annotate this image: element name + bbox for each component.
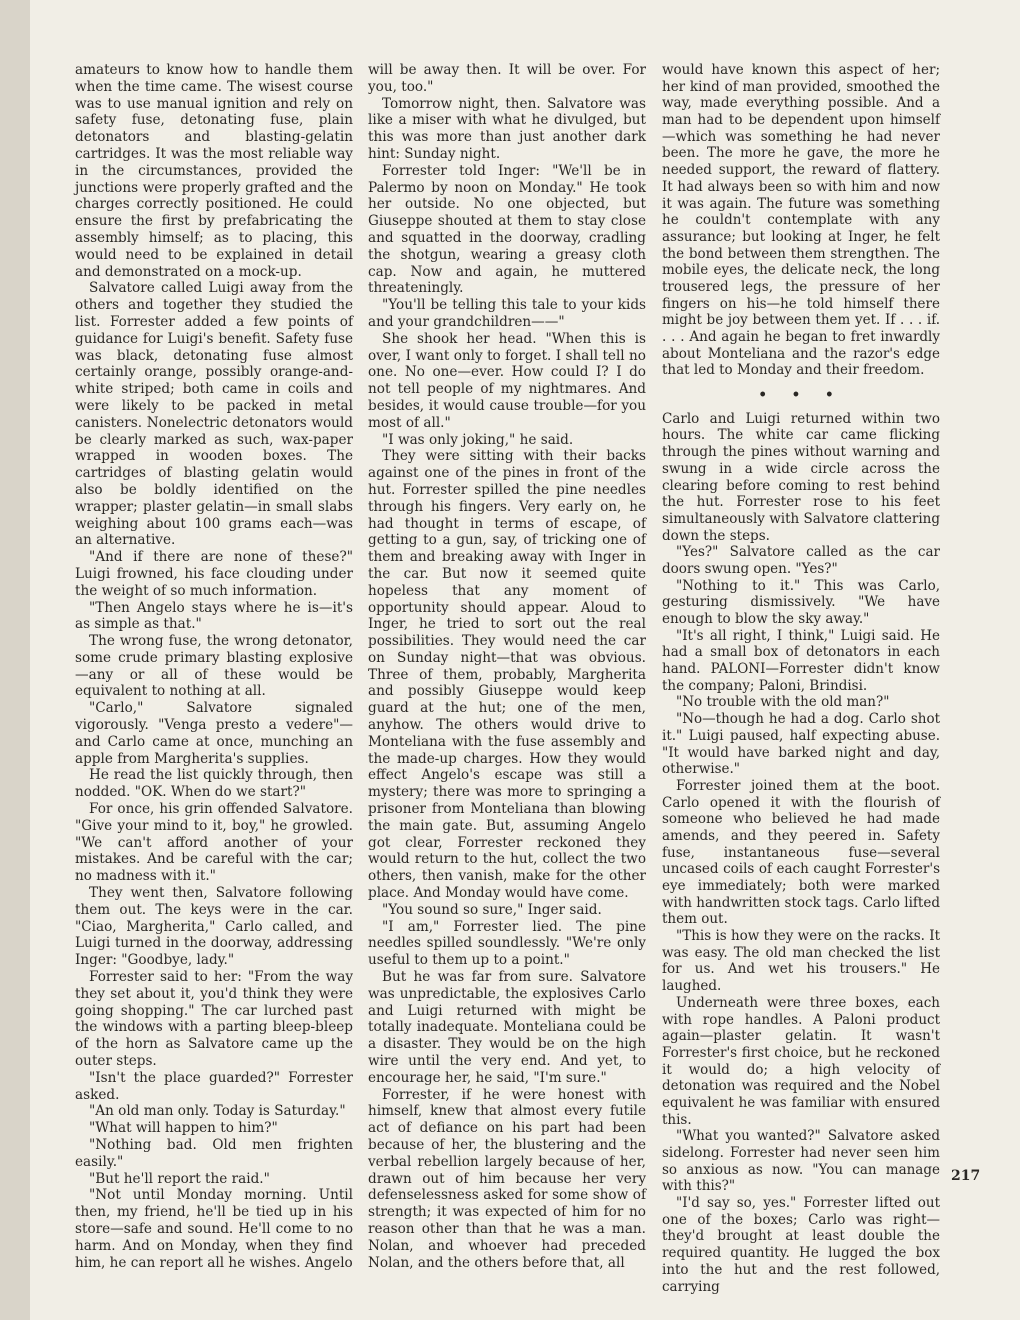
page-gutter-shadow [0,0,30,1320]
paragraph: They were sitting with their backs against one of the pines in front of the hut. Forrester spilled the pine needles through his fingers. Very early on, he had thought in terms of escape, of getting to a gun, say, of tricking one of them and breaking away with Inger in the car. But now it seemed quite hopeless that any moment of opportunity should appear. Aloud to Inger, he tried to sort out the real possibilities. They would need the car on Sunday night—that was obvious. Three of them, probably, Margherita and possibly Giuseppe would keep guard at the hut; one of the men, anyhow. The others would drive to Monteliana with the fuse assembly and the made-up charges. How they would effect Angelo's escape was still a mystery; there was more to springing a prisoner from Monteliana than blowing the main gate. But, assuming Angelo got clear, Forrester reckoned they would return to the hut, collect the two others, then vanish, make for the other place. And Monday would have come. [368,448,646,902]
paragraph: "Nothing bad. Old men frighten easily." [75,1137,353,1170]
paragraph: For once, his grin offended Salvatore. "Give your mind to it, boy," he growled. "We can't afford another of your mistakes. And be careful with the car; no madness with it." [75,801,353,885]
paragraph: "You'll be telling this tale to your kids and your grandchildren——" [368,297,646,330]
paragraph: "Then Angelo stays where he is—it's as simple as that." [75,599,353,633]
paragraph: "Not until Monday morning. Until then, my friend, he'll be tied up in his store—safe and sound. He'll come to no harm. And on Monday, when they find him, he can report all he wishes. Angelo [75,1187,353,1271]
paragraph: "This is how they were on the racks. It was easy. The old man checked the list for us. And wet his trousers." He laughed. [662,928,940,995]
paragraph: "And if there are none of these?" Luigi frowned, his face clouding under the weight of so much information. [75,549,353,599]
paragraph: "I'd say so, yes." Forrester lifted out one of the boxes; Carlo was right—they'd brought at least double the required quantity. He lugged the box into the hut and the rest followed, carrying [662,1195,940,1295]
paragraph: The wrong fuse, the wrong detonator, some crude primary blasting explosive—any or all of these would be equivalent to nothing at all. [75,633,353,700]
paragraph: "But he'll report the raid." [89,1170,270,1187]
paragraph: "No trouble with the old man?" [676,694,890,711]
paragraph: Underneath were three boxes, each with rope handles. A Paloni product again—plaster gelatin. It wasn't Forrester's first choice, but he reckoned it would do; a high velocity of detonation was required and the Nobel equivalent he was familiar with ensured this. [662,994,940,1128]
paragraph: They went then, Salvatore following them out. The keys were in the car. "Ciao, Margherita," Carlo called, and Luigi turned in the doorway, addressing Inger: "Goodbye, lady." [75,885,353,969]
paragraph: Forrester said to her: "From the way they set about it, you'd think they were going shopping." The car lurched past the windows with a parting bleep-bleep of the horn as Salvatore came up the outer steps. [75,969,353,1070]
paragraph: She shook her head. "When this is over, I want only to forget. I shall tell no one. No one—ever. How could I? I do not tell people of my nightmares. And besides, it would cause trouble—for you most of all." [368,330,646,431]
paragraph: Tomorrow night, then. Salvatore was like a miser with what he divulged, but this was more than just another dark hint: Sunday night. [368,95,646,162]
text-column-1 [75,62,353,1271]
paragraph: "You sound so sure," Inger said. [382,901,602,918]
paragraph: will be away then. It will be over. For you, too." [368,62,646,95]
paragraph: "Isn't the place guarded?" Forrester asked. [75,1069,353,1103]
text-column-2 [368,62,646,1271]
paragraph: Forrester told Inger: "We'll be in Palermo by noon on Monday." He took her outside. No one objected, but Giuseppe shouted at them to stay close and squatted in the doorway, cradling the shotgun, wearing a greasy cloth cap. Now and again, he muttered threateningly. [368,162,646,297]
paragraph: "Nothing to it." This was Carlo, gesturing dismissively. "We have enough to blow the sky away." [662,577,940,627]
paragraph: Salvatore called Luigi away from the others and together they studied the list. Forrester added a few points of guidance for Luigi's benefit. Safety fuse was black, detonating fuse almost certainly orange, possibly orange-and-white striped; both came in coils and were likely to be packed in metal canisters. Nonelectric detonators would be clearly marked as such, wax-paper wrapped in wooden boxes. The cartridges of blasting gelatin would also be boldly identified on the wrapper; plaster gelatin—in small slabs weighing about 100 grams each—was an alternative. [75,280,353,549]
paragraph: "Yes?" Salvatore called as the car doors swung open. "Yes?" [662,544,940,577]
paragraph: Forrester joined them at the boot. Carlo opened it with the flourish of someone who believed he had made amends, and they peered in. Safety fuse, instantaneous fuse—several uncased coils of each caught Forrester's eye immediately; both were marked with handwritten stock tags. Carlo lifted them out. [662,777,940,928]
paragraph: But he was far from sure. Salvatore was unpredictable, the explosives Carlo and Luigi returned with might be totally inadequate. Monteliana could be a disaster. They would be on the high wire until the very end. And yet, to encourage her, he said, "I'm sure." [368,969,646,1086]
paragraph: Carlo and Luigi returned within two hours. The white car came flicking through the pines without warning and swung in a wide circle across the clearing before coming to rest behind the hut. Forrester rose to his feet simultaneously with Salvatore clattering down the steps. [662,410,940,544]
paragraph: would have known this aspect of her; her kind of man provided, smoothed the way, made everything possible. And a man had to be dependent upon himself—which was something he had never been. The more he gave, the more he needed support, the reward of flattery. It had always been so with him and now it was again. The future was something he couldn't contemplate with any assurance; but looking at Inger, he felt the bond between them strengthen. The mobile eyes, the delicate neck, the long trousered legs, the pressure of her fingers on his—he told himself there might be joy between them yet. If . . . if. . . . And again he began to fret inwardly about Monteliana and the razor's edge that led to Monday and their freedom. [662,62,940,379]
paragraph: Forrester, if he were honest with himself, knew that almost every futile act of defiance on his part had been because of her, the blustering and the verbal rebellion largely because of her, drawn out of him because her very defenselessness asked for some show of strength; it was expected of him for no reason other than that he was a man. Nolan, and whoever had preceded Nolan, and the others before that, all [368,1086,646,1271]
text-column-3 [662,62,940,1295]
paragraph: "An old man only. Today is Saturday." [89,1103,346,1120]
section-break: • • • [758,387,844,404]
paragraph: He read the list quickly through, then nodded. "OK. When do we start?" [75,767,353,801]
paragraph: "Carlo," Salvatore signaled vigorously. "Venga presto a vedere"—and Carlo came at once, munching an apple from Margherita's supplies. [75,700,353,767]
paragraph: "What you wanted?" Salvatore asked sidelong. Forrester had never seen him so anxious as now. "You can manage with this?" [662,1128,940,1195]
paragraph: "I am," Forrester lied. The pine needles spilled soundlessly. "We're only useful to them up to a point." [368,918,646,969]
paragraph: "No—though he had a dog. Carlo shot it." Luigi paused, half expecting abuse. "It would have barked night and day, otherwise." [662,711,940,778]
paragraph: amateurs to know how to handle them when the time came. The wisest course was to use manual ignition and rely on safety fuse, detonating fuse, plain detonators and blasting-gelatin cartridges. It was the most reliable way in the circumstances, provided the junctions were properly grafted and the charges correctly positioned. He could ensure the first by prefabricating the assembly himself; as to placing, this would need to be explained in detail and demonstrated on a mock-up. [75,62,353,280]
page-number: 217 [951,1168,981,1184]
paragraph: "I was only joking," he said. [382,431,574,448]
paragraph: "It's all right, I think," Luigi said. He had a small box of detonators in each hand. PALONI—Forrester didn't know the company; Paloni, Brindisi. [662,627,940,694]
paragraph: "What will happen to him?" [89,1120,278,1137]
